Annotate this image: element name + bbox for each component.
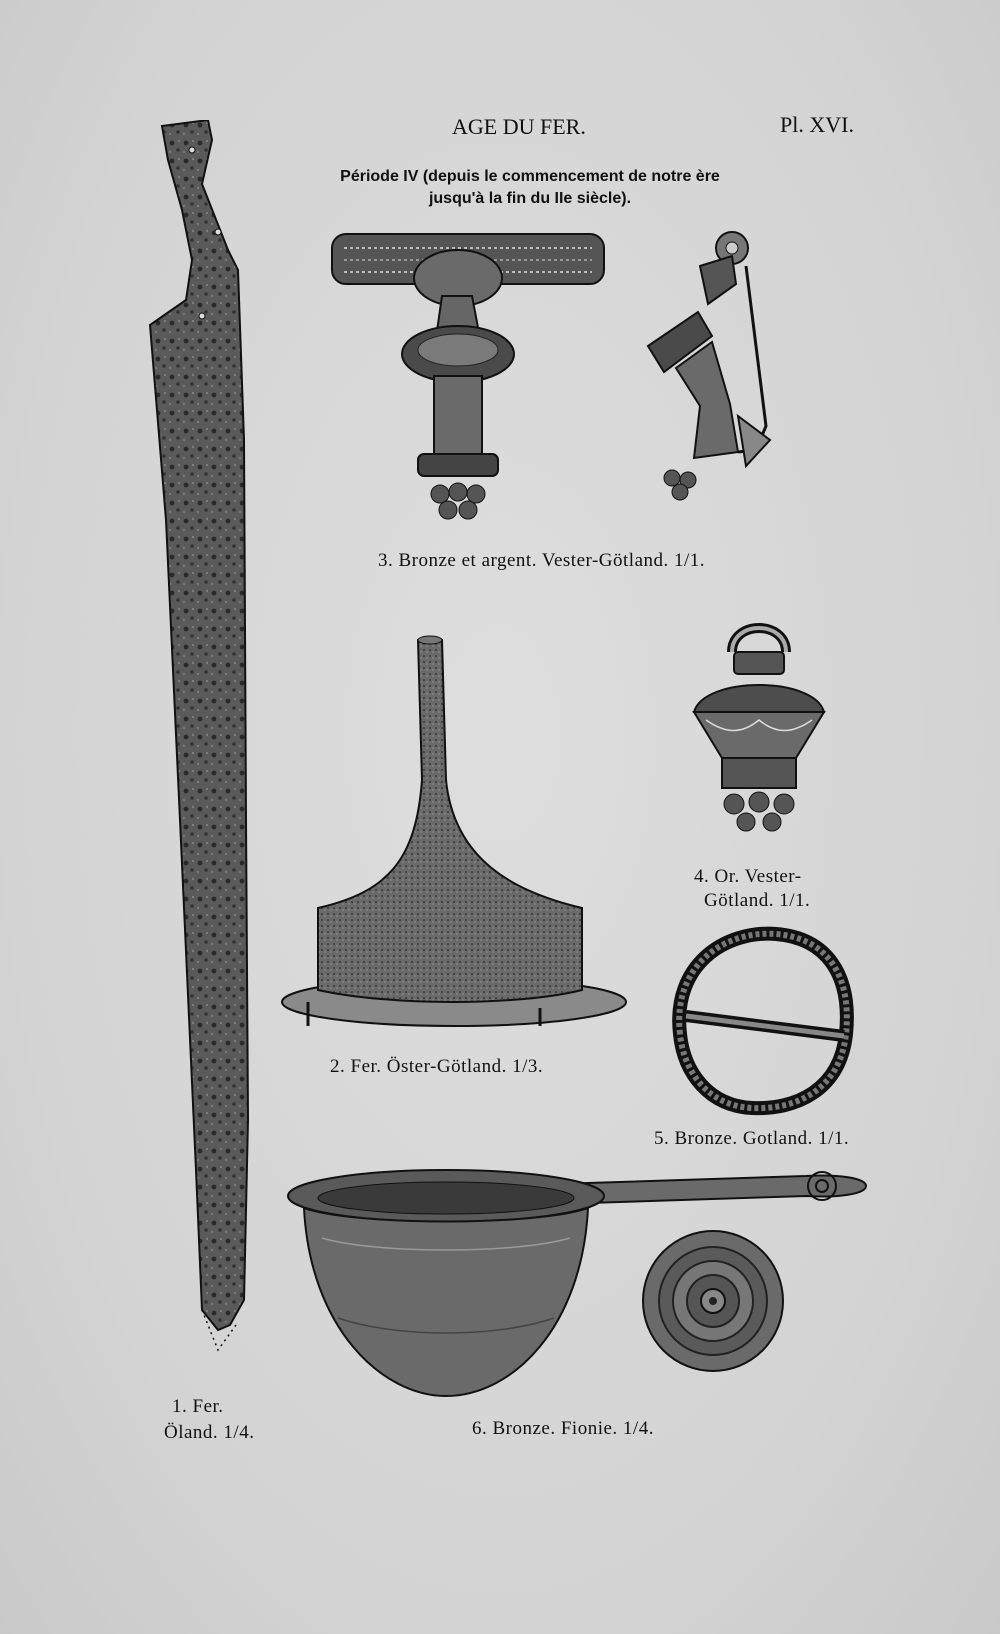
buckle-illustration bbox=[666, 924, 862, 1120]
fibula-front-illustration bbox=[330, 226, 610, 546]
period-subtitle-line1: Période IV (depuis le commencement de notre ère bbox=[340, 168, 720, 185]
period-subtitle bbox=[300, 166, 760, 210]
shield-boss-illustration bbox=[278, 630, 628, 1050]
plate-title: AGE DU FER. bbox=[452, 114, 586, 139]
saucepan-base-illustration bbox=[640, 1228, 786, 1374]
plate-number: Pl. XVI. bbox=[780, 112, 854, 137]
caption-fig4-line2: Götland. 1/1. bbox=[704, 890, 811, 911]
gold-pendant-illustration bbox=[686, 608, 832, 852]
caption-fig5: 5. Bronze. Gotland. 1/1. bbox=[654, 1128, 850, 1149]
fibula-side-illustration bbox=[620, 226, 810, 526]
period-subtitle-line2: jusqu'à la fin du IIe siècle). bbox=[428, 190, 632, 207]
caption-fig2: 2. Fer. Öster-Götland. 1/3. bbox=[330, 1056, 544, 1077]
caption-fig1-line1: 1. Fer. bbox=[172, 1396, 224, 1417]
sword-illustration bbox=[140, 120, 270, 1370]
caption-fig3: 3. Bronze et argent. Vester-Götland. 1/1. bbox=[378, 550, 706, 571]
caption-fig4-line1: 4. Or. Vester- bbox=[694, 866, 802, 887]
caption-fig6: 6. Bronze. Fionie. 1/4. bbox=[472, 1418, 654, 1439]
caption-fig1-line2: Öland. 1/4. bbox=[164, 1422, 255, 1443]
